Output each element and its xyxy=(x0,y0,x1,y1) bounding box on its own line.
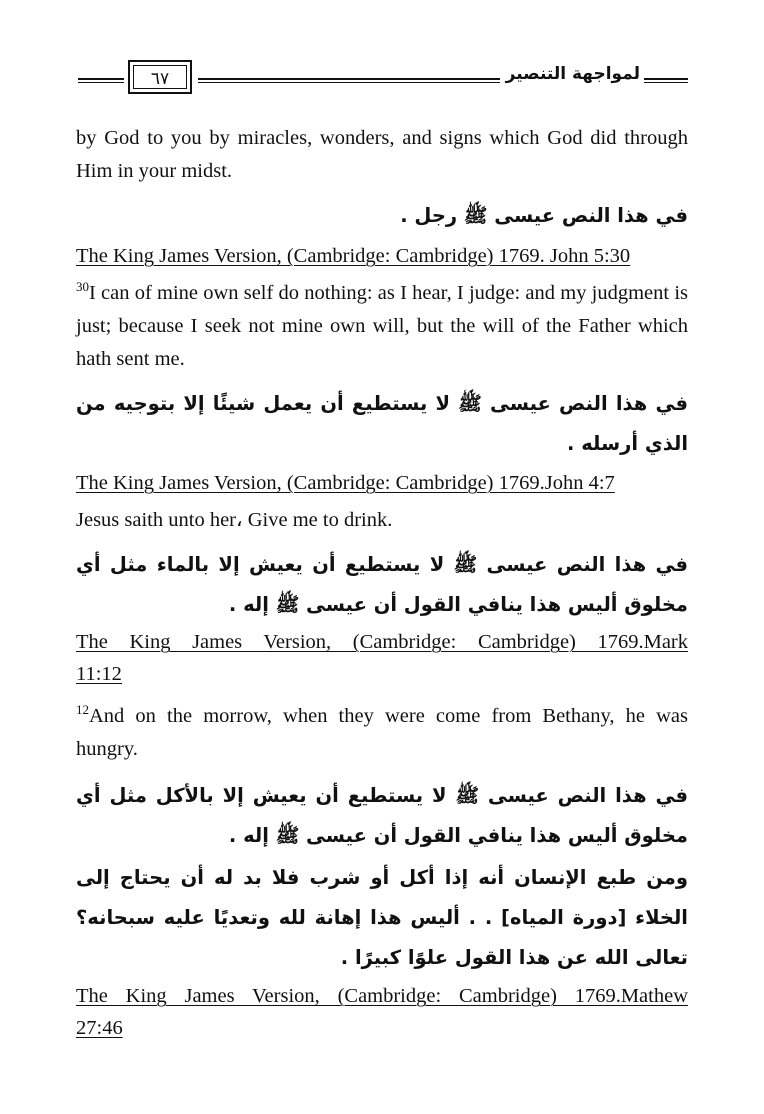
header-rule-left xyxy=(78,78,124,83)
bible-reference: The King James Version, (Cambridge: Cambridge) 1769.John 4:7 xyxy=(76,472,615,494)
bible-reference xyxy=(76,980,688,1044)
english-paragraph xyxy=(76,122,688,188)
english-paragraph xyxy=(76,700,688,766)
page-number: ٦٧ xyxy=(133,65,187,89)
paragraph-text: And on the morrow, when they were come from Bethany, he was hungry. xyxy=(76,705,688,760)
arabic-commentary: في هذا النص عيسى ﷺ رجل . xyxy=(400,204,688,227)
paragraph-text: Jesus saith unto her، Give me to drink. xyxy=(76,509,393,531)
arabic-commentary: في هذا النص عيسى ﷺ لا يستطيع أن يعيش إلا بالماء مثل أي مخلوق أليس هذا ينافي القول أن عيسى ﷺ إله . xyxy=(76,553,688,616)
bible-reference xyxy=(76,626,688,690)
arabic-commentary: في هذا النص عيسى ﷺ لا يستطيع أن يعمل شيئًا إلا بتوجيه من الذي أرسله . xyxy=(76,392,688,455)
arabic-commentary: في هذا النص عيسى ﷺ لا يستطيع أن يعيش إلا بالأكل مثل أي مخلوق أليس هذا ينافي القول أن عيسى ﷺ إله . xyxy=(76,784,688,847)
page-number-box xyxy=(128,60,192,94)
header-rule-right xyxy=(644,78,688,83)
reference-verse: 11:12 xyxy=(76,663,122,685)
english-paragraph xyxy=(76,277,688,376)
verse-number: 12 xyxy=(76,702,89,718)
english-paragraph xyxy=(76,504,688,537)
reference-verse: 27:46 xyxy=(76,1017,123,1039)
paragraph-text: I can of mine own self do nothing: as I hear, I judge: and my judgment is just; because I seek not mine own will, but the will of the Father which hath sent me. xyxy=(76,282,688,370)
reference-line: The King James Version, (Cambridge: Cambridge) 1769.Mathew xyxy=(76,985,688,1007)
verse-number: 30 xyxy=(76,279,89,295)
running-title: لمواجهة التنصير xyxy=(505,64,640,84)
bible-reference: The King James Version, (Cambridge: Cambridge) 1769. John 5:30 xyxy=(76,245,631,267)
page-header xyxy=(78,58,688,98)
paragraph-text: by God to you by miracles, wonders, and signs which God did through Him in your midst. xyxy=(76,127,688,182)
reference-line: The King James Version, (Cambridge: Cambridge) 1769.Mark xyxy=(76,631,688,653)
header-rule-middle xyxy=(198,78,500,83)
arabic-commentary: ومن طبع الإنسان أنه إذا أكل أو شرب فلا بد له أن يحتاج إلى الخلاء [دورة المياه] . . أليس هذا إهانة لله وتعديًا عليه سبحانه؟ تعالى الله عن هذا القول علوًا كبيرًا . xyxy=(76,866,688,969)
